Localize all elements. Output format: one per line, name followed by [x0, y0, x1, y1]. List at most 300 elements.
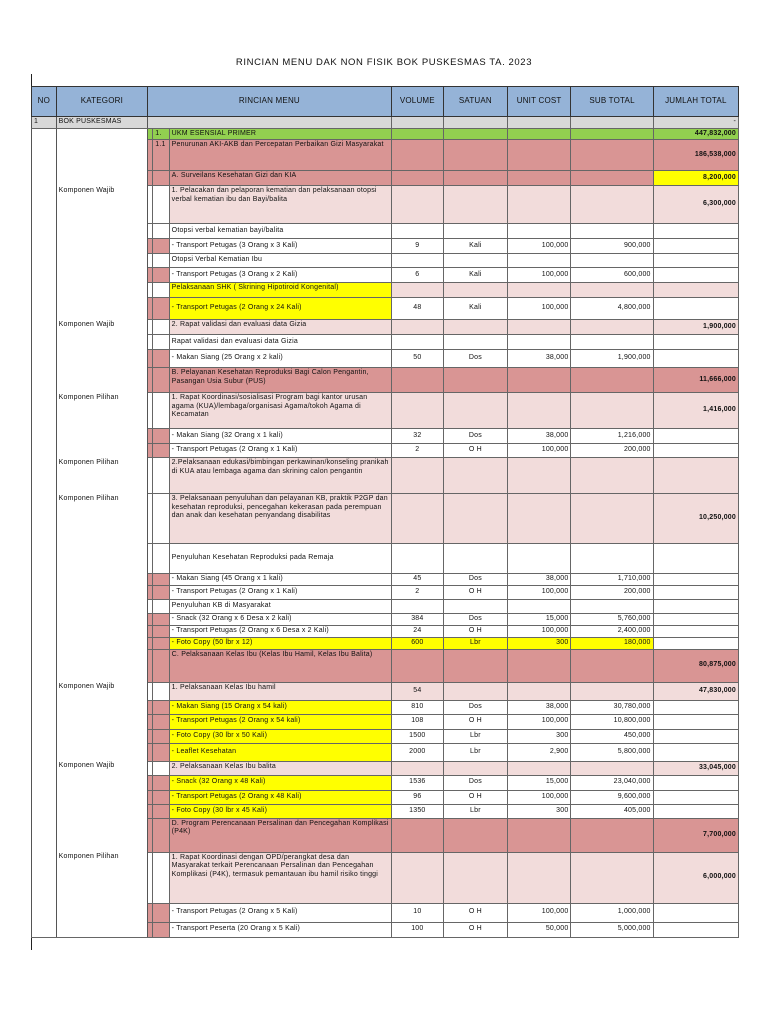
- row-rincian: 2. Rapat validasi dan evaluasi data Gizia: [169, 320, 391, 335]
- row-volume: 108: [391, 714, 443, 729]
- row-jumlah-total: 33,045,000: [653, 761, 738, 775]
- row-no: [32, 852, 57, 903]
- row-volume: 48: [391, 298, 443, 320]
- row-sub-total: 23,040,000: [571, 775, 653, 790]
- row-jumlah-total: [653, 239, 738, 254]
- row-no: [32, 444, 57, 458]
- row-number: [153, 743, 169, 761]
- row-sub-total: 5,000,000: [571, 922, 653, 937]
- row-sub-total: [571, 600, 653, 614]
- row-number: [153, 224, 169, 239]
- row-satuan: O H: [444, 626, 508, 638]
- row-kategori: Komponen Pilihan: [56, 494, 147, 544]
- row-no: [32, 714, 57, 729]
- row-satuan: Lbr: [444, 637, 508, 649]
- row-sub-total: 1,000,000: [571, 903, 653, 922]
- row-sub-total: 900,000: [571, 239, 653, 254]
- row-unit-cost: 38,000: [507, 350, 571, 368]
- row-satuan: Lbr: [444, 804, 508, 818]
- row-unit-cost: [507, 600, 571, 614]
- row-unit-cost: 2,900: [507, 743, 571, 761]
- row-no: [32, 128, 57, 140]
- row-kategori: [56, 804, 147, 818]
- row-jumlah-total: [653, 637, 738, 649]
- header-sub-total: SUB TOTAL: [571, 87, 653, 117]
- table-row: [32, 268, 739, 283]
- row-satuan: Kali: [444, 239, 508, 254]
- header-rincian: RINCIAN MENU: [148, 87, 392, 117]
- table-row: [32, 775, 739, 790]
- row-kategori: [56, 224, 147, 239]
- row-volume: [391, 368, 443, 393]
- row-number: [153, 600, 169, 614]
- row-number: [153, 903, 169, 922]
- row-no: [32, 682, 57, 700]
- row-sub-total: 180,000: [571, 637, 653, 649]
- row-rincian: - Makan Siang (45 Orang x 1 kali): [169, 574, 391, 586]
- row-kategori: [56, 368, 147, 393]
- row-satuan: [444, 224, 508, 239]
- row-rincian: - Makan Siang (25 Orang x 2 kali): [169, 350, 391, 368]
- row-unit-cost: 100,000: [507, 626, 571, 638]
- row-number: [153, 761, 169, 775]
- row-number: [153, 852, 169, 903]
- row-unit-cost: [507, 283, 571, 298]
- row-satuan: [444, 818, 508, 852]
- table-row: [32, 903, 739, 922]
- row-satuan: [444, 368, 508, 393]
- row-rincian: 2.Pelaksanaan edukasi/bimbingan perkawinan/konseling pranikah di KUA atau lembaga agama dan skrining calon pengantin: [169, 458, 391, 494]
- row-unit-cost: [507, 254, 571, 268]
- row-satuan: Dos: [444, 700, 508, 714]
- table-row: [32, 600, 739, 614]
- budget-table: [31, 86, 739, 938]
- row-kategori: [56, 268, 147, 283]
- row-unit-cost: 100,000: [507, 714, 571, 729]
- row-satuan: O H: [444, 922, 508, 937]
- row-satuan: Kali: [444, 268, 508, 283]
- row-kategori: [56, 775, 147, 790]
- row-sub-total: 2,400,000: [571, 626, 653, 638]
- row-no: [32, 335, 57, 350]
- row-satuan: [444, 140, 508, 171]
- row-kategori: [56, 586, 147, 600]
- row-sub-total: 200,000: [571, 586, 653, 600]
- row-no: [32, 790, 57, 804]
- row-volume: [391, 335, 443, 350]
- row-number: [153, 494, 169, 544]
- row-jumlah-total: 47,830,000: [653, 682, 738, 700]
- row-volume: 45: [391, 574, 443, 586]
- row-number: [153, 368, 169, 393]
- row-no: [32, 224, 57, 239]
- row-unit-cost: [507, 186, 571, 224]
- row-kategori: [56, 171, 147, 186]
- row-no: [32, 171, 57, 186]
- row-volume: [391, 600, 443, 614]
- row-satuan: [444, 649, 508, 682]
- table-row: [32, 283, 739, 298]
- row-sub-total: [571, 458, 653, 494]
- row-volume: [391, 852, 443, 903]
- row-volume: 32: [391, 429, 443, 444]
- row-unit-cost: [507, 140, 571, 171]
- row-kategori: BOK PUSKESMAS: [56, 117, 147, 129]
- row-no: [32, 649, 57, 682]
- row-rincian: C. Pelaksanaan Kelas Ibu (Kelas Ibu Hamil, Kelas Ibu Balita): [169, 649, 391, 682]
- row-rincian: Otopsi Verbal Kematian Ibu: [169, 254, 391, 268]
- row-rincian: - Transport Petugas (3 Orang x 2 Kali): [169, 268, 391, 283]
- table-row: [32, 335, 739, 350]
- row-jumlah-total: [653, 714, 738, 729]
- row-jumlah-total: [653, 614, 738, 626]
- row-rincian: B. Pelayanan Kesehatan Reproduksi Bagi Calon Pengantin, Pasangan Usia Subur (PUS): [169, 368, 391, 393]
- row-kategori: Komponen Pilihan: [56, 393, 147, 429]
- row-volume: [391, 544, 443, 574]
- row-no: [32, 626, 57, 638]
- row-sub-total: [571, 494, 653, 544]
- row-rincian: - Snack (32 Orang x 6 Desa x 2 kali): [169, 614, 391, 626]
- row-unit-cost: [507, 852, 571, 903]
- row-volume: 100: [391, 922, 443, 937]
- row-number: [153, 239, 169, 254]
- row-kategori: [56, 128, 147, 140]
- row-jumlah-total: [653, 922, 738, 937]
- row-satuan: [444, 254, 508, 268]
- row-unit-cost: 300: [507, 637, 571, 649]
- row-volume: [391, 649, 443, 682]
- table-row: [32, 729, 739, 743]
- row-rincian: - Transport Petugas (2 Orang x 48 Kali): [169, 790, 391, 804]
- row-no: [32, 429, 57, 444]
- row-no: [32, 637, 57, 649]
- row-number: [153, 171, 169, 186]
- row-volume: 24: [391, 626, 443, 638]
- row-jumlah-total: 1,900,000: [653, 320, 738, 335]
- row-rincian: - Transport Petugas (2 Orang x 5 Kali): [169, 903, 391, 922]
- table-row: [32, 128, 739, 140]
- row-kategori: [56, 335, 147, 350]
- row-unit-cost: [507, 494, 571, 544]
- row-sub-total: 30,780,000: [571, 700, 653, 714]
- row-kategori: [56, 649, 147, 682]
- row-no: [32, 544, 57, 574]
- row-kategori: [56, 600, 147, 614]
- row-satuan: Dos: [444, 574, 508, 586]
- row-no: [32, 254, 57, 268]
- row-volume: [391, 393, 443, 429]
- row-no: [32, 761, 57, 775]
- row-rincian: - Makan Siang (32 Orang x 1 kali): [169, 429, 391, 444]
- row-satuan: [444, 128, 508, 140]
- row-no: 1: [32, 117, 57, 129]
- table-row: [32, 320, 739, 335]
- row-jumlah-total: -: [653, 117, 738, 129]
- row-kategori: [56, 350, 147, 368]
- row-kategori: [56, 544, 147, 574]
- row-sub-total: [571, 171, 653, 186]
- table-row: [32, 574, 739, 586]
- header-volume: VOLUME: [391, 87, 443, 117]
- row-number: [153, 729, 169, 743]
- row-unit-cost: [507, 335, 571, 350]
- row-unit-cost: [507, 117, 571, 129]
- row-sub-total: [571, 649, 653, 682]
- row-satuan: Dos: [444, 775, 508, 790]
- row-unit-cost: 100,000: [507, 444, 571, 458]
- row-rincian: - Transport Petugas (2 Orang x 24 Kali): [169, 298, 391, 320]
- row-number: [153, 614, 169, 626]
- table-row: [32, 458, 739, 494]
- row-volume: 96: [391, 790, 443, 804]
- header-unit-cost: UNIT COST: [507, 87, 571, 117]
- row-satuan: O H: [444, 444, 508, 458]
- row-rincian: - Foto Copy (30 lbr x 50 Kali): [169, 729, 391, 743]
- row-sub-total: [571, 254, 653, 268]
- row-kategori: [56, 298, 147, 320]
- table-row: [32, 586, 739, 600]
- row-unit-cost: 100,000: [507, 790, 571, 804]
- row-unit-cost: 300: [507, 729, 571, 743]
- row-jumlah-total: [653, 350, 738, 368]
- row-no: [32, 268, 57, 283]
- row-unit-cost: 100,000: [507, 903, 571, 922]
- row-volume: 1536: [391, 775, 443, 790]
- row-jumlah-total: 1,416,000: [653, 393, 738, 429]
- row-satuan: Dos: [444, 429, 508, 444]
- table-row: [32, 637, 739, 649]
- row-sub-total: 1,900,000: [571, 350, 653, 368]
- row-sub-total: 4,800,000: [571, 298, 653, 320]
- row-volume: 810: [391, 700, 443, 714]
- row-kategori: [56, 922, 147, 937]
- row-satuan: Kali: [444, 298, 508, 320]
- table-row: [32, 804, 739, 818]
- table-row: [32, 761, 739, 775]
- row-satuan: O H: [444, 790, 508, 804]
- table-row: [32, 626, 739, 638]
- row-kategori: [56, 714, 147, 729]
- row-kategori: [56, 637, 147, 649]
- row-kategori: Komponen Wajib: [56, 761, 147, 775]
- row-jumlah-total: [653, 903, 738, 922]
- row-rincian: Penyuluhan Kesehatan Reproduksi pada Remaja: [169, 544, 391, 574]
- row-satuan: [444, 117, 508, 129]
- row-no: [32, 239, 57, 254]
- row-kategori: [56, 743, 147, 761]
- row-number: [153, 637, 169, 649]
- row-kategori: Komponen Wajib: [56, 320, 147, 335]
- row-rincian: 1. Pelacakan dan pelaporan kematian dan pelaksanaan otopsi verbal kematian ibu dan Bayi/balita: [169, 186, 391, 224]
- row-rincian: - Transport Petugas (2 Orang x 6 Desa x 2 Kali): [169, 626, 391, 638]
- row-satuan: [444, 682, 508, 700]
- row-volume: 6: [391, 268, 443, 283]
- row-no: [32, 494, 57, 544]
- row-jumlah-total: 11,666,000: [653, 368, 738, 393]
- table-body: [32, 117, 739, 938]
- row-unit-cost: 38,000: [507, 700, 571, 714]
- row-jumlah-total: 6,300,000: [653, 186, 738, 224]
- row-sub-total: [571, 128, 653, 140]
- row-volume: 600: [391, 637, 443, 649]
- row-sub-total: 1,710,000: [571, 574, 653, 586]
- row-volume: 2: [391, 444, 443, 458]
- row-no: [32, 600, 57, 614]
- row-volume: [391, 128, 443, 140]
- row-sub-total: [571, 320, 653, 335]
- row-jumlah-total: [653, 586, 738, 600]
- row-kategori: [56, 818, 147, 852]
- row-no: [32, 458, 57, 494]
- table-row: [32, 224, 739, 239]
- row-rincian: - Transport Petugas (2 Orang x 1 Kali): [169, 444, 391, 458]
- row-number: [153, 283, 169, 298]
- row-jumlah-total: 80,875,000: [653, 649, 738, 682]
- row-rincian: - Foto Copy (30 lbr x 45 Kali): [169, 804, 391, 818]
- row-unit-cost: [507, 128, 571, 140]
- row-volume: [391, 761, 443, 775]
- row-rincian: - Leaflet Kesehatan: [169, 743, 391, 761]
- row-number: [153, 818, 169, 852]
- row-unit-cost: [507, 393, 571, 429]
- row-kategori: Komponen Wajib: [56, 186, 147, 224]
- row-kategori: [56, 626, 147, 638]
- page-title: RINCIAN MENU DAK NON FISIK BOK PUSKESMAS TA. 2023: [235, 57, 533, 68]
- row-number: 1.: [153, 128, 169, 140]
- table-row: [32, 614, 739, 626]
- row-number: [153, 700, 169, 714]
- row-jumlah-total: [653, 600, 738, 614]
- row-number: [153, 186, 169, 224]
- table-row: [32, 350, 739, 368]
- row-number: [153, 268, 169, 283]
- row-jumlah-total: [653, 335, 738, 350]
- row-kategori: [56, 239, 147, 254]
- row-number: [153, 458, 169, 494]
- row-satuan: [444, 335, 508, 350]
- row-volume: [391, 283, 443, 298]
- table-row: [32, 852, 739, 903]
- row-unit-cost: 300: [507, 804, 571, 818]
- row-sub-total: [571, 335, 653, 350]
- row-volume: 9: [391, 239, 443, 254]
- row-rincian: - Transport Petugas (2 Orang x 1 Kali): [169, 586, 391, 600]
- row-number: [153, 649, 169, 682]
- row-rincian: Penurunan AKI-AKB dan Percepatan Perbaikan Gizi Masyarakat: [169, 140, 391, 171]
- row-unit-cost: 50,000: [507, 922, 571, 937]
- table-row: [32, 714, 739, 729]
- row-volume: [391, 224, 443, 239]
- row-kategori: [56, 140, 147, 171]
- table-row: [32, 368, 739, 393]
- row-unit-cost: [507, 761, 571, 775]
- row-number: [153, 335, 169, 350]
- row-number: [153, 714, 169, 729]
- row-unit-cost: [507, 458, 571, 494]
- row-unit-cost: [507, 224, 571, 239]
- row-kategori: [56, 903, 147, 922]
- row-rincian: 1. Pelaksanaan Kelas Ibu hamil: [169, 682, 391, 700]
- row-no: [32, 729, 57, 743]
- row-satuan: [444, 186, 508, 224]
- row-number: [153, 350, 169, 368]
- row-sub-total: [571, 283, 653, 298]
- table-row: [32, 743, 739, 761]
- row-volume: [391, 186, 443, 224]
- table-row: [32, 494, 739, 544]
- row-jumlah-total: [653, 729, 738, 743]
- row-jumlah-total: 186,538,000: [653, 140, 738, 171]
- table-row: [32, 544, 739, 574]
- row-volume: 50: [391, 350, 443, 368]
- row-rincian: - Snack (32 Orang x 48 Kali): [169, 775, 391, 790]
- row-no: [32, 586, 57, 600]
- row-jumlah-total: 8,200,000: [653, 171, 738, 186]
- row-jumlah-total: 7,700,000: [653, 818, 738, 852]
- row-no: [32, 283, 57, 298]
- row-jumlah-total: [653, 626, 738, 638]
- row-unit-cost: [507, 649, 571, 682]
- header-satuan: SATUAN: [444, 87, 508, 117]
- row-no: [32, 775, 57, 790]
- row-satuan: [444, 458, 508, 494]
- row-volume: [391, 140, 443, 171]
- row-jumlah-total: [653, 298, 738, 320]
- row-unit-cost: [507, 544, 571, 574]
- row-satuan: [444, 494, 508, 544]
- row-jumlah-total: [653, 268, 738, 283]
- row-jumlah-total: [653, 743, 738, 761]
- row-number: [153, 626, 169, 638]
- row-rincian: 1. Rapat Koordinasi dengan OPD/perangkat desa dan Masyarakat terkait Perencanaan Persalinan dan Pencegahan Komplikasi (P4K), termasuk pemantauan ibu hamil risiko tinggi: [169, 852, 391, 903]
- row-sub-total: [571, 818, 653, 852]
- row-number: [153, 393, 169, 429]
- row-rincian: 3. Pelaksanaan penyuluhan dan pelayanan KB, praktik P2GP dan kesehatan reproduksi, pencegahan kekerasan pada perempuan dan anak dan kesehatan penyandang disabilitas: [169, 494, 391, 544]
- row-jumlah-total: [653, 804, 738, 818]
- row-sub-total: [571, 117, 653, 129]
- row-volume: [391, 117, 443, 129]
- row-sub-total: 1,216,000: [571, 429, 653, 444]
- row-no: [32, 700, 57, 714]
- row-rincian: 2. Pelaksanaan Kelas Ibu balita: [169, 761, 391, 775]
- row-kategori: Komponen Wajib: [56, 682, 147, 700]
- row-kategori: Komponen Pilihan: [56, 852, 147, 903]
- row-satuan: Lbr: [444, 743, 508, 761]
- row-volume: [391, 254, 443, 268]
- row-sub-total: [571, 368, 653, 393]
- row-kategori: [56, 429, 147, 444]
- row-number: [153, 682, 169, 700]
- row-jumlah-total: [653, 775, 738, 790]
- row-no: [32, 743, 57, 761]
- row-rincian: Rapat validasi dan evaluasi data Gizia: [169, 335, 391, 350]
- row-jumlah-total: [653, 458, 738, 494]
- header-kategori: KATEGORI: [56, 87, 147, 117]
- row-no: [32, 903, 57, 922]
- row-unit-cost: 15,000: [507, 775, 571, 790]
- row-kategori: [56, 614, 147, 626]
- row-satuan: [444, 600, 508, 614]
- table-row: [32, 700, 739, 714]
- row-jumlah-total: [653, 544, 738, 574]
- row-rincian: - Transport Peserta (20 Orang x 5 Kali): [169, 922, 391, 937]
- row-jumlah-total: 6,000,000: [653, 852, 738, 903]
- row-sub-total: 405,000: [571, 804, 653, 818]
- row-jumlah-total: [653, 574, 738, 586]
- row-kategori: [56, 790, 147, 804]
- row-no: [32, 186, 57, 224]
- row-no: [32, 350, 57, 368]
